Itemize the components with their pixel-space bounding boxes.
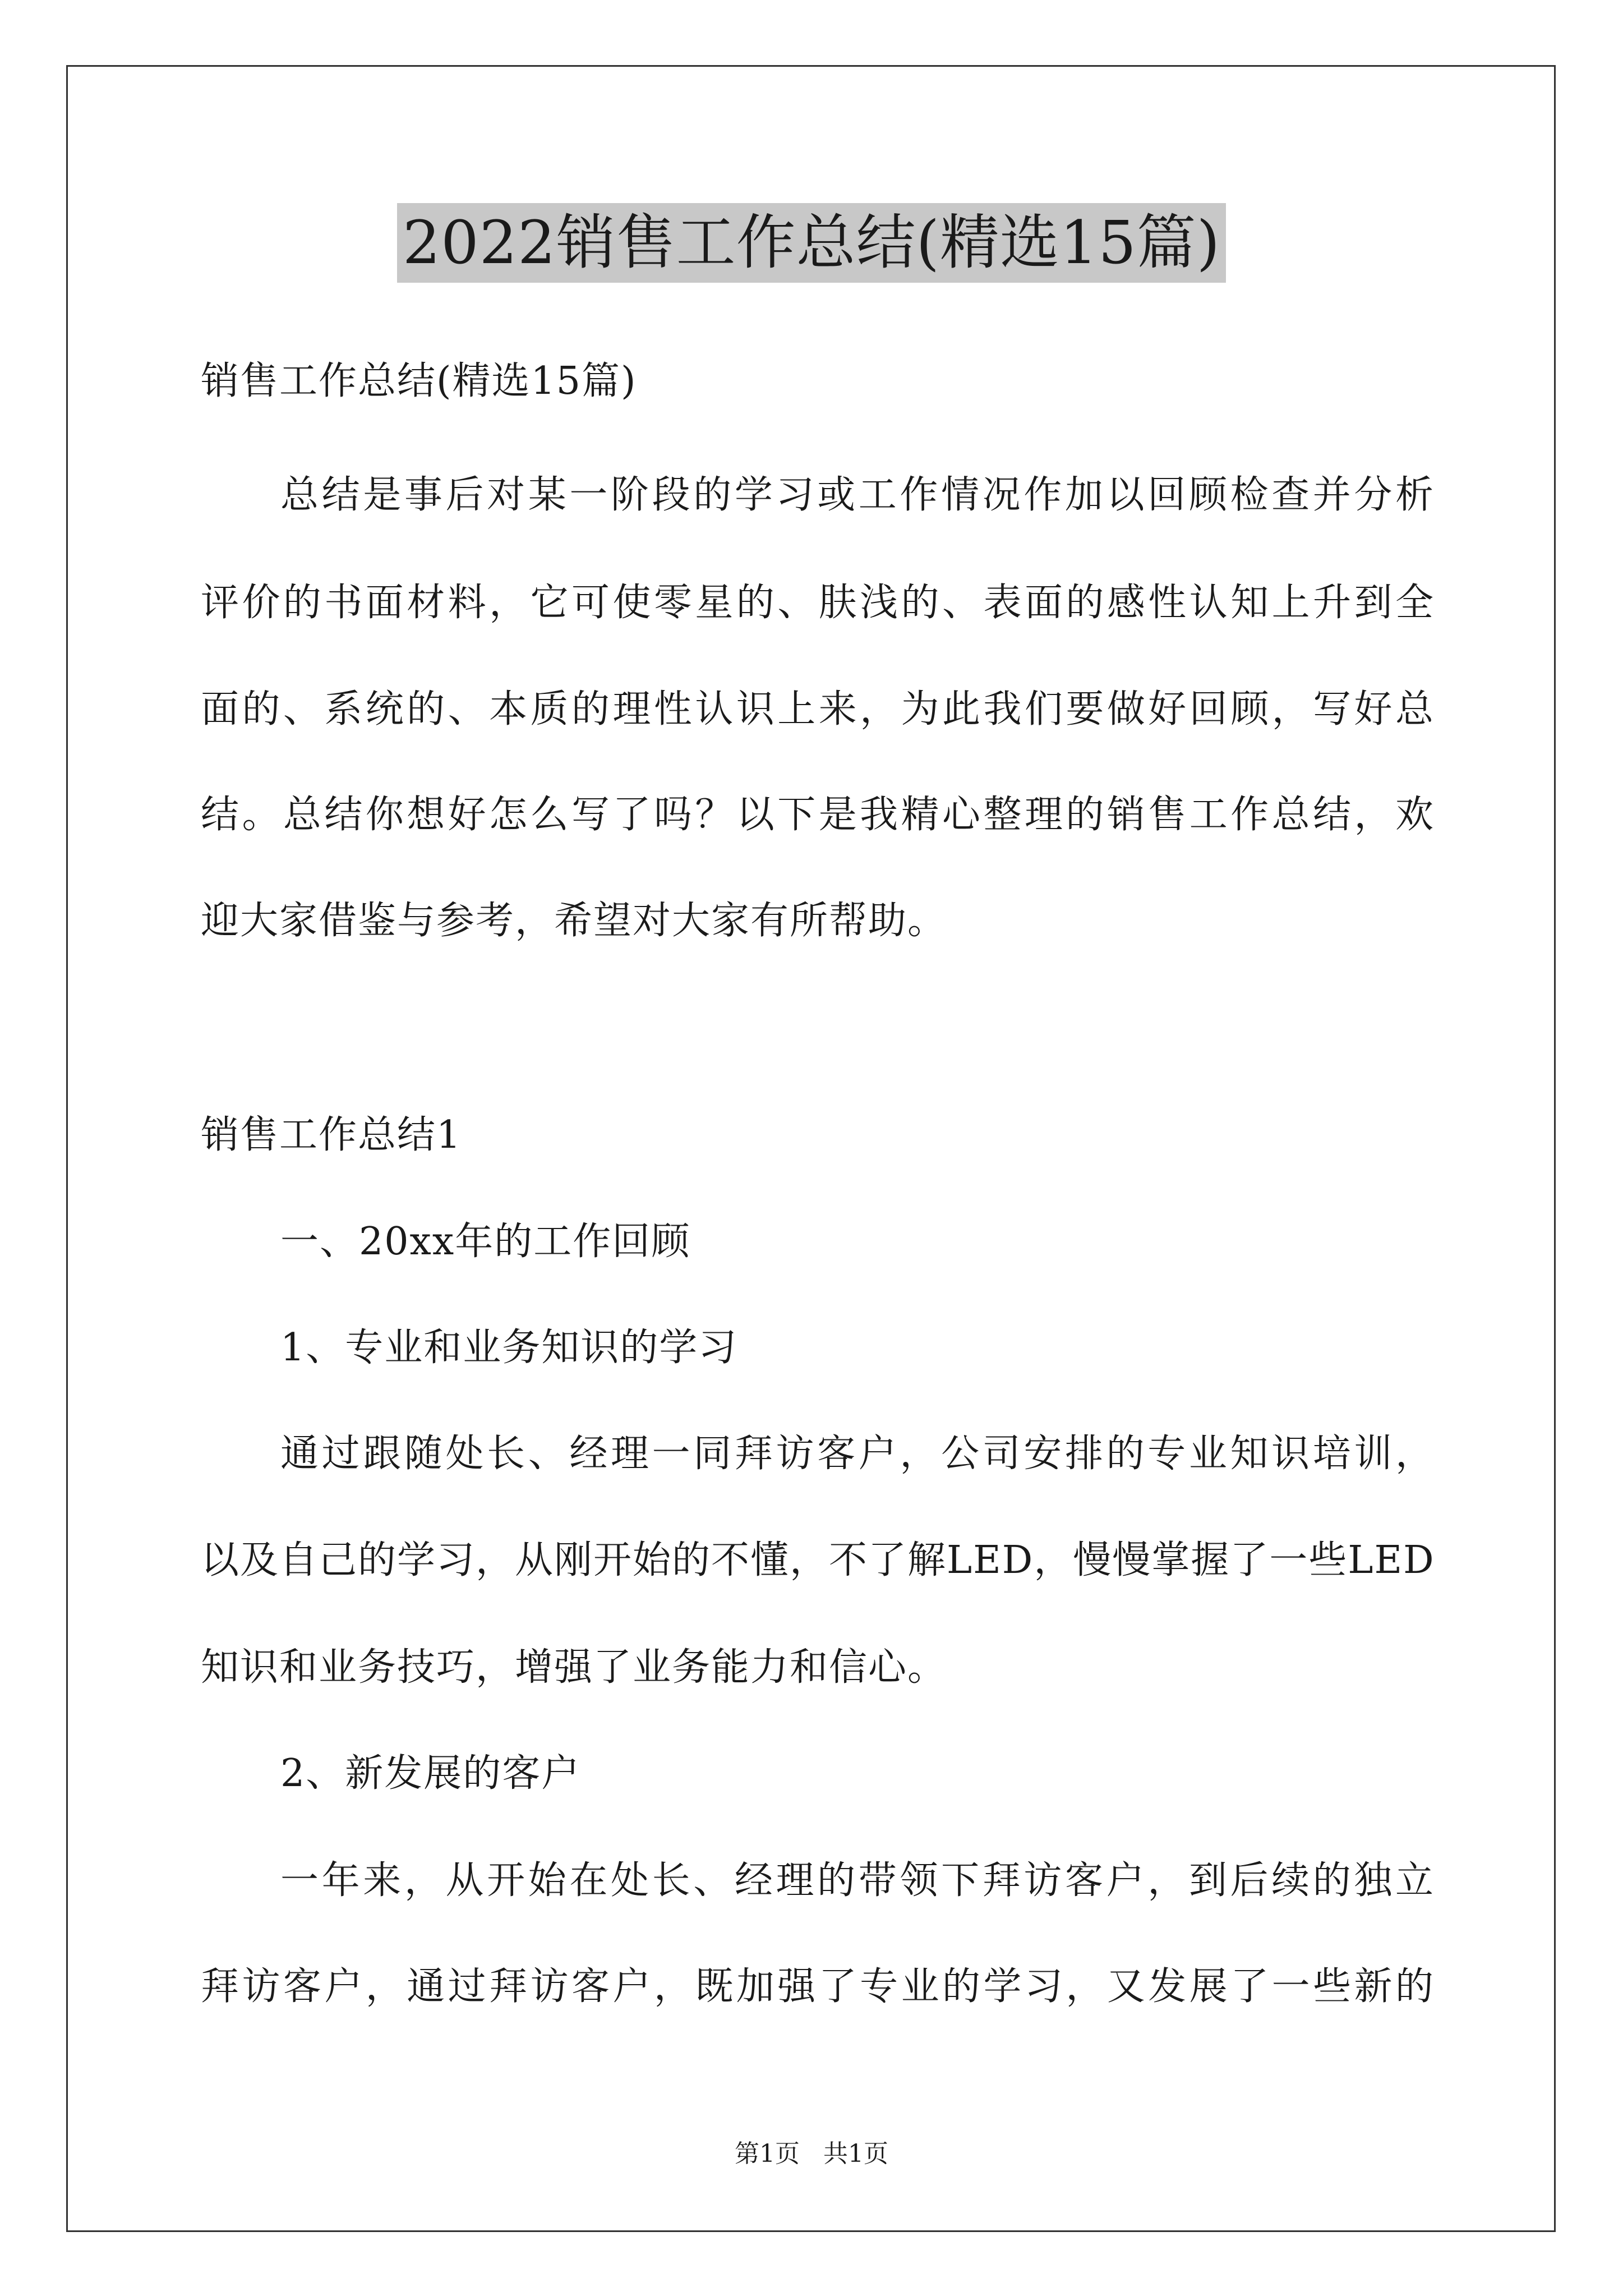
paragraph-line: 面的、系统的、本质的理性认识上来，为此我们要做好回顾，写好总 (201, 687, 1435, 731)
document-title: 2022销售工作总结(精选15篇) (397, 203, 1226, 283)
page-footer (0, 2137, 1623, 2171)
paragraph-line: 结。总结你想好怎么写了吗？以下是我精心整理的销售工作总结，欢 (201, 793, 1435, 837)
page-number-total: 共1页 (823, 2139, 888, 2168)
subsection-heading: 1、专业和业务知识的学习 (280, 1326, 738, 1370)
page-number-current: 第1页 (735, 2139, 800, 2168)
paragraph-line: 知识和业务技巧，增强了业务能力和信心。 (201, 1645, 947, 1690)
paragraph-line: 以及自己的学习，从刚开始的不懂，不了解LED，慢慢掌握了一些LED (201, 1538, 1435, 1582)
title-container (0, 203, 1623, 283)
paragraph-line: 拜访客户，通过拜访客户，既加强了专业的学习，又发展了一些新的 (201, 1964, 1435, 2009)
subtitle-line: 销售工作总结(精选15篇) (201, 359, 637, 403)
section-heading: 销售工作总结1 (201, 1113, 462, 1157)
paragraph-line: 评价的书面材料，它可使零星的、肤浅的、表面的感性认知上升到全 (201, 581, 1435, 625)
paragraph-line: 一年来，从开始在处长、经理的带领下拜访客户，到后续的独立 (280, 1858, 1435, 1903)
subsection-heading: 2、新发展的客户 (280, 1751, 581, 1796)
subsection-heading: 一、20xx年的工作回顾 (280, 1220, 691, 1264)
paragraph-line: 迎大家借鉴与参考，希望对大家有所帮助。 (201, 899, 947, 943)
paragraph-line: 通过跟随处长、经理一同拜访客户，公司安排的专业知识培训， (280, 1432, 1435, 1476)
paragraph-line: 总结是事后对某一阶段的学习或工作情况作加以回顾检查并分析 (280, 473, 1435, 517)
